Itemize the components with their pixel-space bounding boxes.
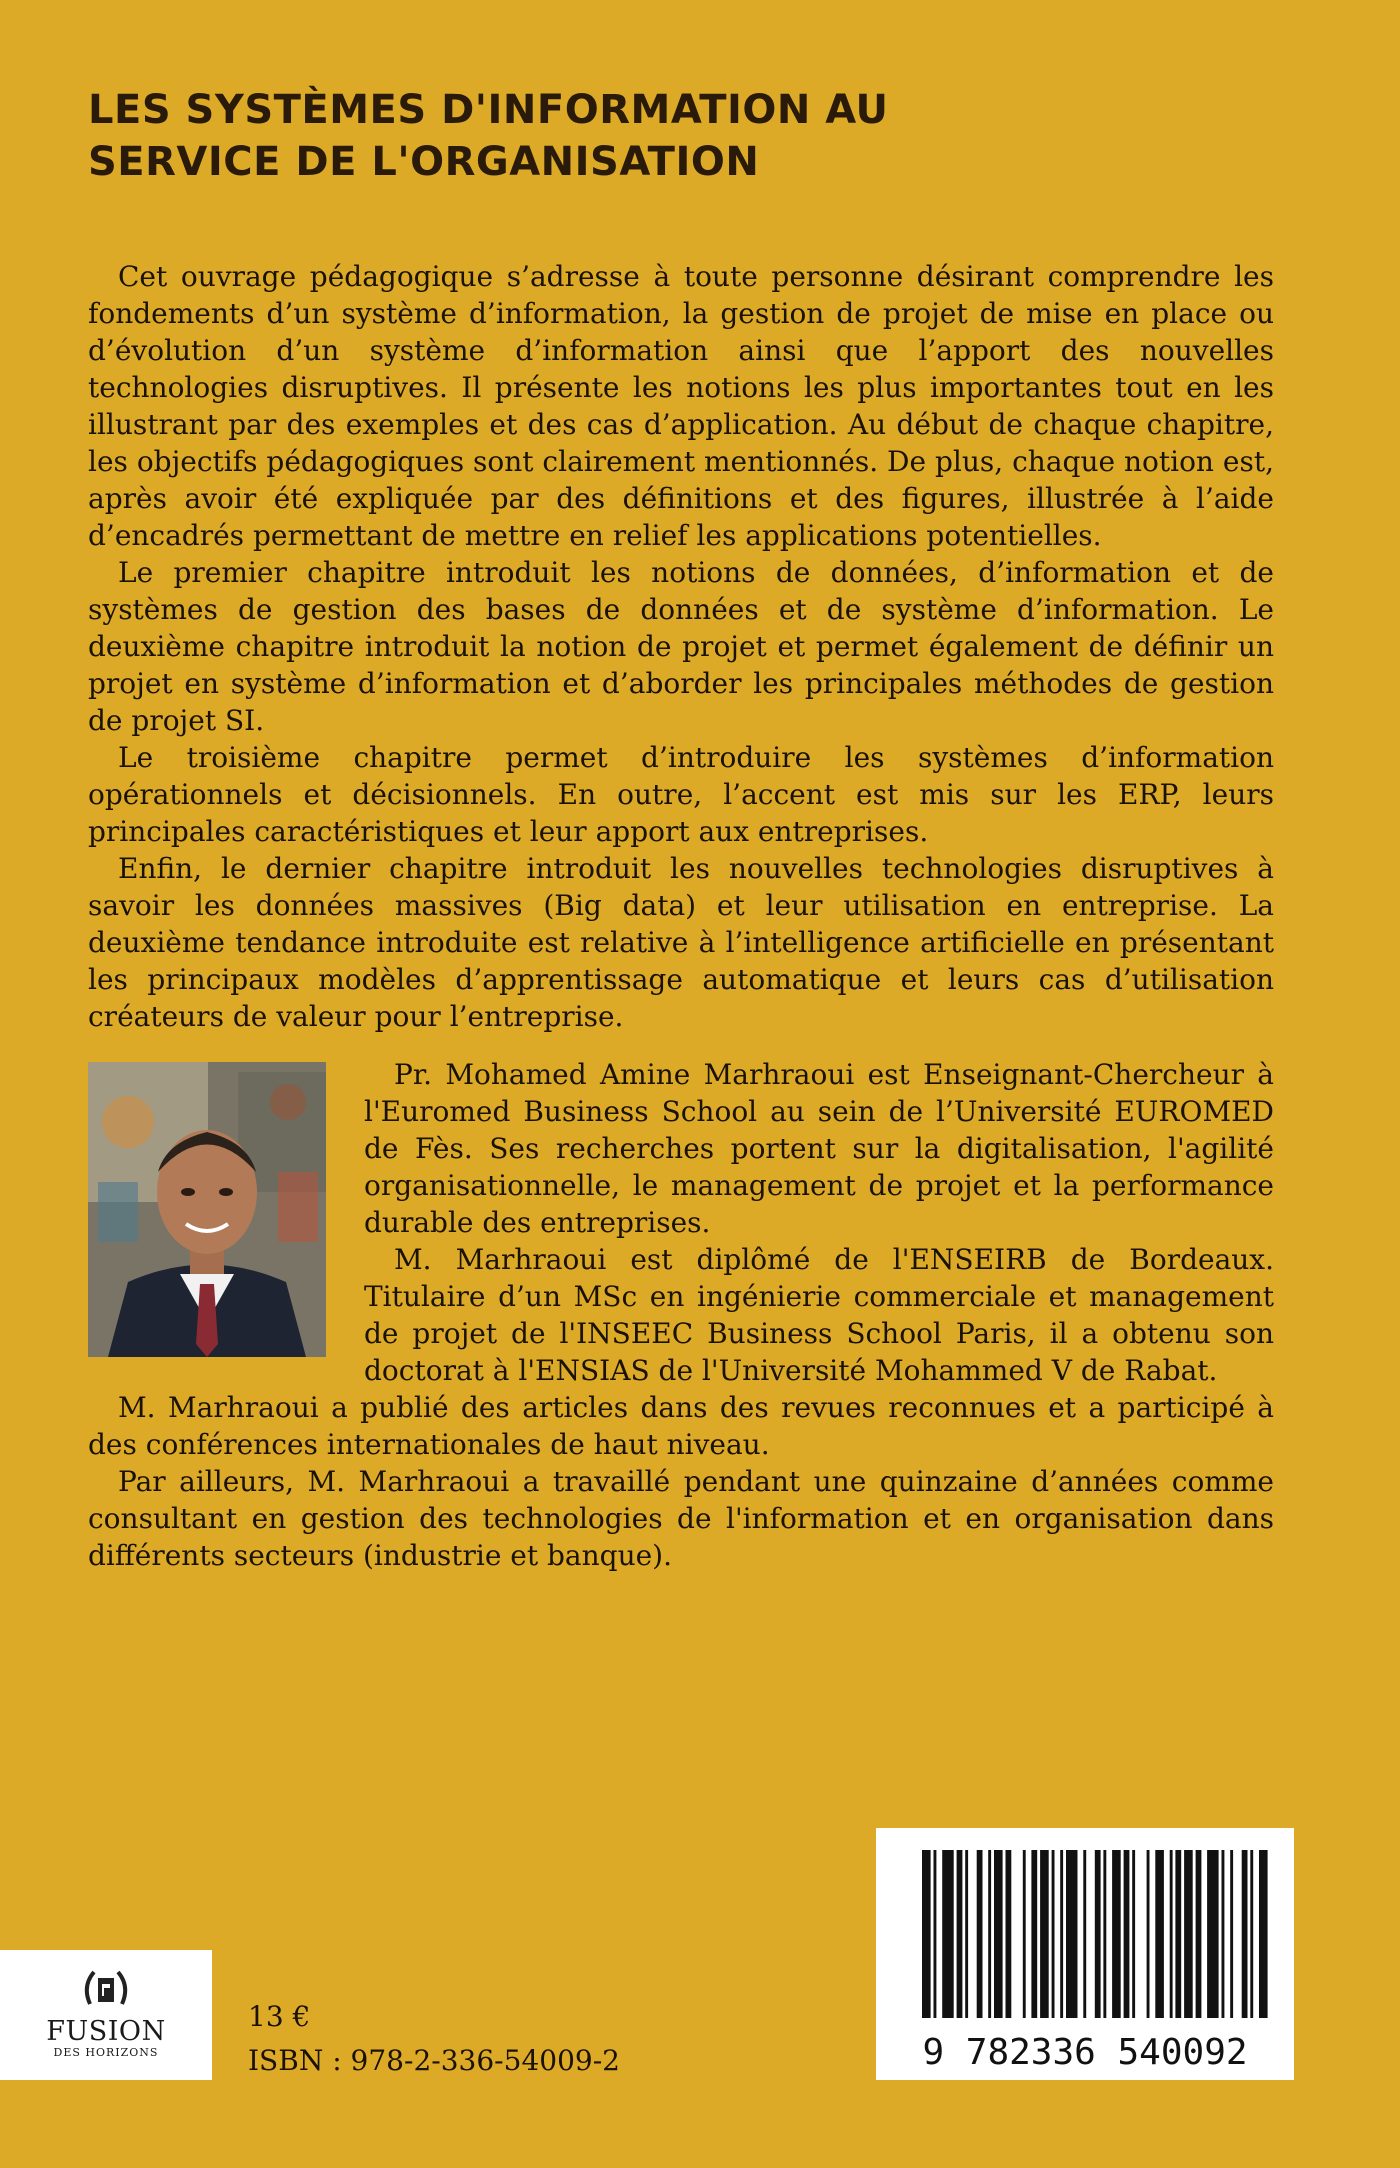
barcode-bar [994, 1850, 1003, 2018]
barcode [876, 1828, 1294, 2080]
barcode-bar [1066, 1850, 1078, 2018]
barcode-bar [1196, 1850, 1202, 2018]
barcode-bar [934, 1850, 937, 2018]
bio-paragraph: M. Marhraoui a publié des articles dans des revues reconnues et a participé à des conférences internationales de haut niveau. [88, 1391, 1274, 1461]
publisher-logo [0, 1950, 212, 2080]
barcode-number: 9 782336 540092 [922, 2032, 1248, 2073]
author-bio [88, 1056, 1274, 1574]
barcode-bar [1132, 1850, 1135, 2018]
barcode-bar [1103, 1850, 1106, 2018]
barcode-bar [1250, 1850, 1253, 2018]
book-title-line-2: SERVICE DE L'ORGANISATION [88, 139, 760, 185]
barcode-bar [1242, 1850, 1248, 2018]
barcode-bar [965, 1850, 968, 2018]
bio-paragraph: M. Marhraoui est diplômé de l'ENSEIRB de Bordeaux. Titulaire d’un MSc en ingénierie commerciale et management de projet de l'INSEEC Business School Paris, il a obtenu son doctorat à l'ENSIAS de l'Université Mohammed V de Rabat. [364, 1243, 1274, 1387]
barcode-bar [988, 1850, 991, 2018]
book-title-line-1: LES SYSTÈMES D'INFORMATION AU [88, 87, 889, 133]
barcode-bar [1147, 1850, 1150, 2018]
summary-paragraph: Le premier chapitre introduit les notions de données, d’information et de systèmes de gestion des bases de données et de système d’information. Le deuxième chapitre introduit la notion de projet et permet également de définir un projet en système d’information et d’aborder les principales méthodes de gestion de projet SI. [88, 556, 1274, 737]
barcode-bar [922, 1850, 931, 2018]
barcode-bar [1040, 1850, 1049, 2018]
barcode-bar [1060, 1850, 1063, 2018]
barcode-bar [957, 1850, 963, 2018]
summary-paragraph: Enfin, le dernier chapitre introduit les nouvelles technologies disruptives à savoir les données massives (Big data) et leur utilisation en entreprise. La deuxième tendance introduite est relative à l’intelligence artificielle en présentant les principaux modèles d’apprentissage automatique et leurs cas d’utilisation créateurs de valeur pour l’entreprise. [88, 852, 1274, 1033]
barcode-bar [1095, 1850, 1101, 2018]
summary-paragraph: Le troisième chapitre permet d’introduire les systèmes d’information opérationnels et décisionnels. En outre, l’accent est mis sur les ERP, leurs principales caractéristiques et leur apport aux entreprises. [88, 741, 1274, 848]
barcode-bar [1222, 1850, 1225, 2018]
book-title [88, 84, 1088, 188]
isbn: ISBN : 978-2-336-54009-2 [248, 2044, 620, 2077]
bio-paragraph: Par ailleurs, M. Marhraoui a travaillé pendant une quinzaine d’années comme consultant en gestion des technologies de l'information et en organisation dans différents secteurs (industrie et banque). [88, 1465, 1274, 1572]
barcode-bar [1112, 1850, 1121, 2018]
barcode-bar [1052, 1850, 1055, 2018]
barcode-bar [1207, 1850, 1219, 2018]
barcode-bar [977, 1850, 983, 2018]
barcode-bar [1170, 1850, 1173, 2018]
barcode-bar [942, 1850, 954, 2018]
barcode-bar [1023, 1850, 1026, 2018]
barcode-bars [876, 1828, 1294, 2080]
barcode-bar [1124, 1850, 1130, 2018]
bio-wrapped-section [364, 1056, 1274, 1389]
barcode-bar [1259, 1850, 1268, 2018]
bio-paragraph: Pr. Mohamed Amine Marhraoui est Enseignant-Chercheur à l'Euromed Business School au sein de l’Université EUROMED de Fès. Ses recherches portent sur la digitalisation, l'agilité organisationnelle, le management de projet et la performance durable des entreprises. [364, 1058, 1274, 1239]
barcode-bar [1031, 1850, 1037, 2018]
publisher-subname: DES HORIZONS [53, 2046, 159, 2059]
barcode-bar [1184, 1850, 1193, 2018]
barcode-bar [1175, 1850, 1181, 2018]
barcode-bar [1083, 1850, 1086, 2018]
barcode-bar [1006, 1850, 1012, 2018]
price: 13 € [248, 2000, 311, 2033]
book-summary [88, 258, 1274, 1035]
summary-paragraph: Cet ouvrage pédagogique s’adresse à toute personne désirant comprendre les fondements d’un système d’information, la gestion de projet de mise en place ou d’évolution d’un système d’information ainsi que l’apport des nouvelles technologies disruptives. Il présente les notions les plus importantes tout en les illustrant par des exemples et des cas d’application. Au début de chaque chapitre, les objectifs pédagogiques sont clairement mentionnés. De plus, chaque notion est, après avoir été expliquée par des définitions et des figures, illustrée à l’aide d’encadrés permettant de mettre en relief les applications potentielles. [88, 260, 1274, 552]
barcode-bar [1230, 1850, 1233, 2018]
barcode-bar [1155, 1850, 1164, 2018]
publisher-name: FUSION [46, 2016, 166, 2047]
laurel-icon [80, 1964, 132, 2016]
